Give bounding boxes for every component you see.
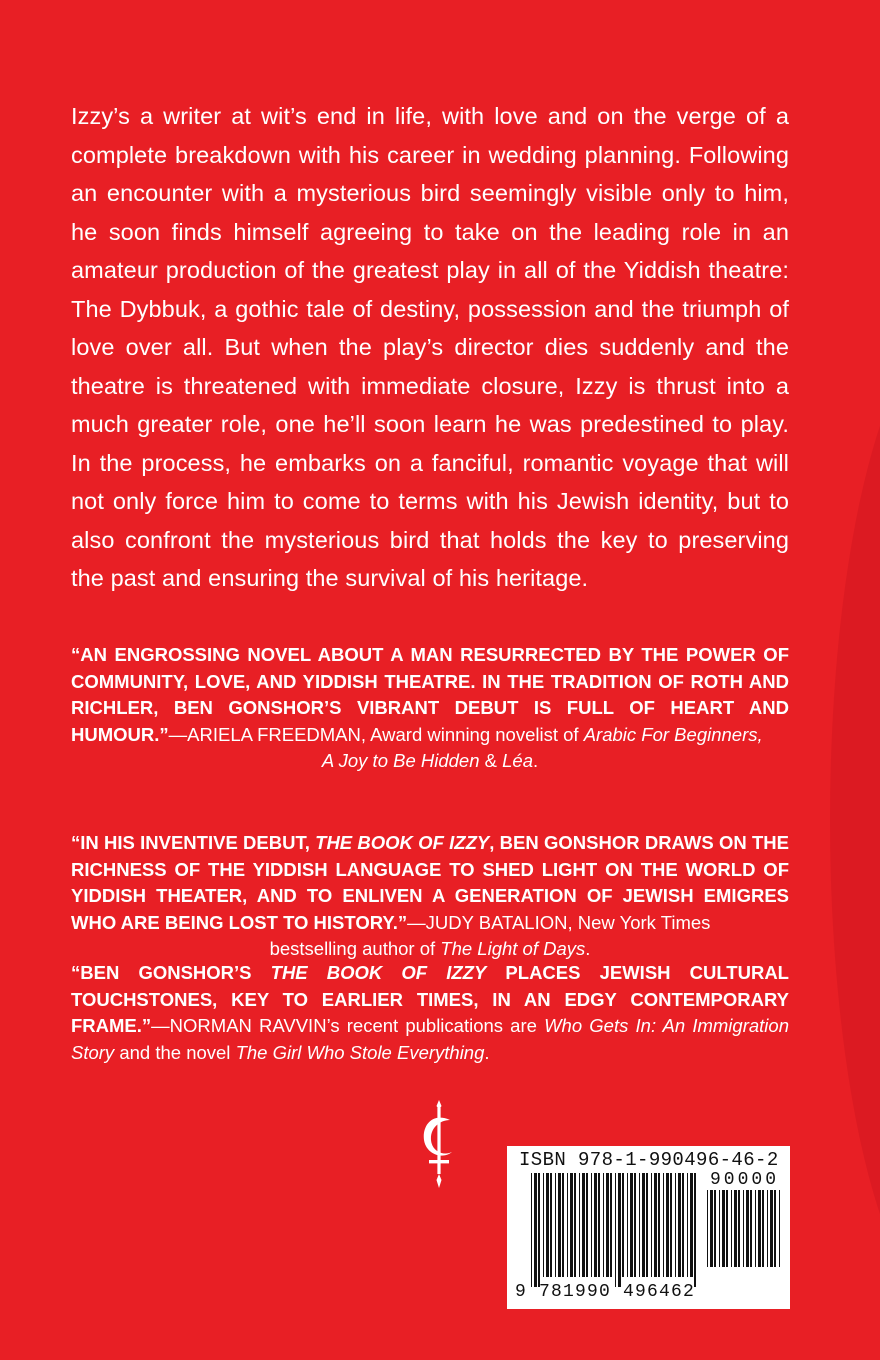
barcode-bar xyxy=(770,1190,773,1267)
barcode-bar xyxy=(762,1190,764,1267)
addon-barcode-bars xyxy=(707,1190,783,1277)
quote-2-credit: , New York Times xyxy=(567,911,711,933)
barcode-bar xyxy=(582,1173,585,1277)
barcode-bar xyxy=(779,1190,780,1267)
barcode-bar xyxy=(670,1173,672,1277)
barcode-bar xyxy=(774,1190,776,1267)
quote-2-dash: — xyxy=(407,911,426,933)
quote-3-end: . xyxy=(484,1041,490,1063)
quote-3-title: THE BOOK OF IZZY xyxy=(270,962,487,983)
barcode-bar xyxy=(767,1190,768,1267)
quote-3-dash: — xyxy=(151,1015,170,1036)
quote-1-amp: & xyxy=(479,750,503,771)
quote-2-title: THE BOOK OF IZZY xyxy=(315,832,490,853)
barcode-bar xyxy=(630,1173,633,1277)
barcode-bar xyxy=(675,1173,676,1277)
quote-2-text-a: “IN HIS INVENTIVE DEBUT, xyxy=(71,832,316,853)
barcode-bar xyxy=(562,1173,564,1277)
barcode-bar xyxy=(546,1173,549,1277)
ean-barcode-bars xyxy=(531,1173,699,1287)
quote-2-author: JUDY BATALION xyxy=(425,911,568,933)
barcode-bar xyxy=(594,1173,597,1277)
barcode-bar xyxy=(646,1173,648,1277)
barcode-bar xyxy=(719,1190,720,1267)
isbn-label: ISBN 978-1-990496-46-2 xyxy=(519,1149,779,1171)
barcode-bar xyxy=(615,1173,616,1287)
quote-1-attrib-line xyxy=(71,748,789,775)
barcode-bar xyxy=(758,1190,761,1267)
barcode-bar xyxy=(682,1173,684,1277)
quote-2-text-b: , BEN GONSHOR DRAWS ON THE RICHNESS OF THE YIDDISH LANGUAGE TO SHED LIGHT ON THE WORLD OF YIDDISH THEATER, AND TO ENLIVEN A GENERATION OF JEWISH EMIGRES WHO ARE BEING LOST TO HISTORY.” xyxy=(71,832,789,933)
review-quote-3 xyxy=(71,960,789,1066)
quote-2-attrib-line xyxy=(71,936,789,963)
barcode-bar xyxy=(634,1173,636,1277)
barcode-addon-digits: 90000 xyxy=(710,1170,780,1190)
quote-1-end: . xyxy=(533,750,539,771)
book-blurb: Izzy’s a writer at wit’s end in life, with love and on the verge of a complete breakdown with his career in wedding planning. Following an encounter with a mysterious bird seemingly visible only to him, he soon finds himself agreeing to take on the leading role in an amateur production of the greatest play in all of the Yiddish theatre: The Dybbuk, a gothic tale of destiny, possession and the triumph of love over all. But when the play’s director dies suddenly and the theatre is threatened with immediate closure, Izzy is thrust into a much greater role, one he’ll soon learn he was predestined to play. In the process, he embarks on a fanciful, romantic voyage that will not only force him to come to terms with his Jewish identity, but to also confront the mysterious bird that holds the key to preserving the past and ensuring the survival of his heritage. xyxy=(71,103,789,591)
quote-1-work-2: A Joy to Be Hidden xyxy=(321,750,480,771)
quote-1-author: ARIELA FREEDMAN xyxy=(187,723,361,745)
barcode-bar xyxy=(538,1173,540,1287)
barcode-bar xyxy=(666,1173,669,1277)
barcode-bar xyxy=(651,1173,652,1277)
quote-1-dash: — xyxy=(168,723,188,745)
quote-1-credit: , Award winning novelist of xyxy=(360,723,584,745)
barcode-bar xyxy=(694,1173,696,1287)
quote-3-mid: and the novel xyxy=(114,1041,236,1063)
barcode-bar xyxy=(707,1190,708,1267)
barcode-bar xyxy=(579,1173,580,1277)
barcode-bar xyxy=(591,1173,592,1277)
barcode-bar xyxy=(658,1173,660,1277)
quote-1-work-3: Léa xyxy=(502,750,534,771)
barcode-bar xyxy=(567,1173,568,1277)
review-quote-2 xyxy=(71,830,789,963)
quote-3-author: NORMAN RAVVIN xyxy=(169,1015,327,1036)
quote-3-work-2: The Girl Who Stole Everything xyxy=(235,1041,485,1063)
barcode-bar xyxy=(687,1173,688,1277)
barcode-bar xyxy=(627,1173,628,1277)
barcode-bar xyxy=(750,1190,752,1267)
barcode-bar xyxy=(639,1173,640,1277)
background-arc xyxy=(830,320,880,1320)
barcode-bar xyxy=(574,1173,576,1277)
barcode-bar xyxy=(710,1190,713,1267)
barcode-bar xyxy=(534,1173,537,1287)
isbn-barcode xyxy=(507,1146,790,1309)
barcode-bar xyxy=(550,1173,552,1277)
barcode-bar xyxy=(738,1190,740,1267)
barcode-bar xyxy=(606,1173,609,1277)
quote-2-credit-2: bestselling author of xyxy=(269,938,441,959)
barcode-bar xyxy=(642,1173,645,1277)
barcode-bar xyxy=(558,1173,561,1277)
barcode-bar xyxy=(726,1190,728,1267)
barcode-bar xyxy=(654,1173,657,1277)
quote-3-text-a: “BEN GONSHOR’S xyxy=(71,962,271,983)
barcode-bar xyxy=(598,1173,600,1277)
ean-digits: 9 781990 496462 xyxy=(515,1282,696,1302)
quote-3-work-1: Who Gets In: An Immigration Story xyxy=(71,1015,789,1063)
barcode-bar xyxy=(690,1173,693,1277)
quote-1-text: “AN ENGROSSING NOVEL ABOUT A MAN RESURRECTED BY THE POWER OF COMMUNITY, LOVE, AND YIDDISH THEATRE. IN THE TRADITION OF ROTH AND RICHLER, BEN GONSHOR’S VIBRANT DEBUT IS FULL OF HEART AND HUMOUR.” xyxy=(71,644,789,745)
barcode-bar xyxy=(622,1173,624,1277)
barcode-bar xyxy=(663,1173,664,1277)
quote-3-credit: ’s recent publications are xyxy=(326,1015,545,1036)
barcode-bar xyxy=(678,1173,681,1277)
barcode-bar xyxy=(714,1190,716,1267)
review-quote-1 xyxy=(71,642,789,775)
barcode-bar xyxy=(746,1190,749,1267)
barcode-bar xyxy=(543,1173,544,1277)
barcode-bar xyxy=(755,1190,756,1267)
quote-2-work: The Light of Days xyxy=(440,938,586,959)
barcode-bar xyxy=(570,1173,573,1277)
barcode-bar xyxy=(531,1173,532,1287)
barcode-bar xyxy=(731,1190,732,1267)
barcode-bar xyxy=(722,1190,725,1267)
quote-1-work-1: Arabic For Beginners, xyxy=(583,723,763,745)
barcode-bar xyxy=(734,1190,737,1267)
barcode-bar xyxy=(555,1173,556,1277)
barcode-bar xyxy=(743,1190,744,1267)
barcode-bar xyxy=(586,1173,588,1277)
quote-3-text-b: PLACES JEWISH CULTURAL TOUCHSTONES, KEY TO EARLIER TIMES, IN AN EDGY CONTEMPORARY FRAME.” xyxy=(71,962,789,1036)
barcode-bar xyxy=(618,1173,621,1287)
barcode-bar xyxy=(610,1173,612,1277)
quote-2-end: . xyxy=(585,938,591,959)
dagger-c-logo-icon xyxy=(420,1098,456,1190)
barcode-bar xyxy=(603,1173,604,1277)
